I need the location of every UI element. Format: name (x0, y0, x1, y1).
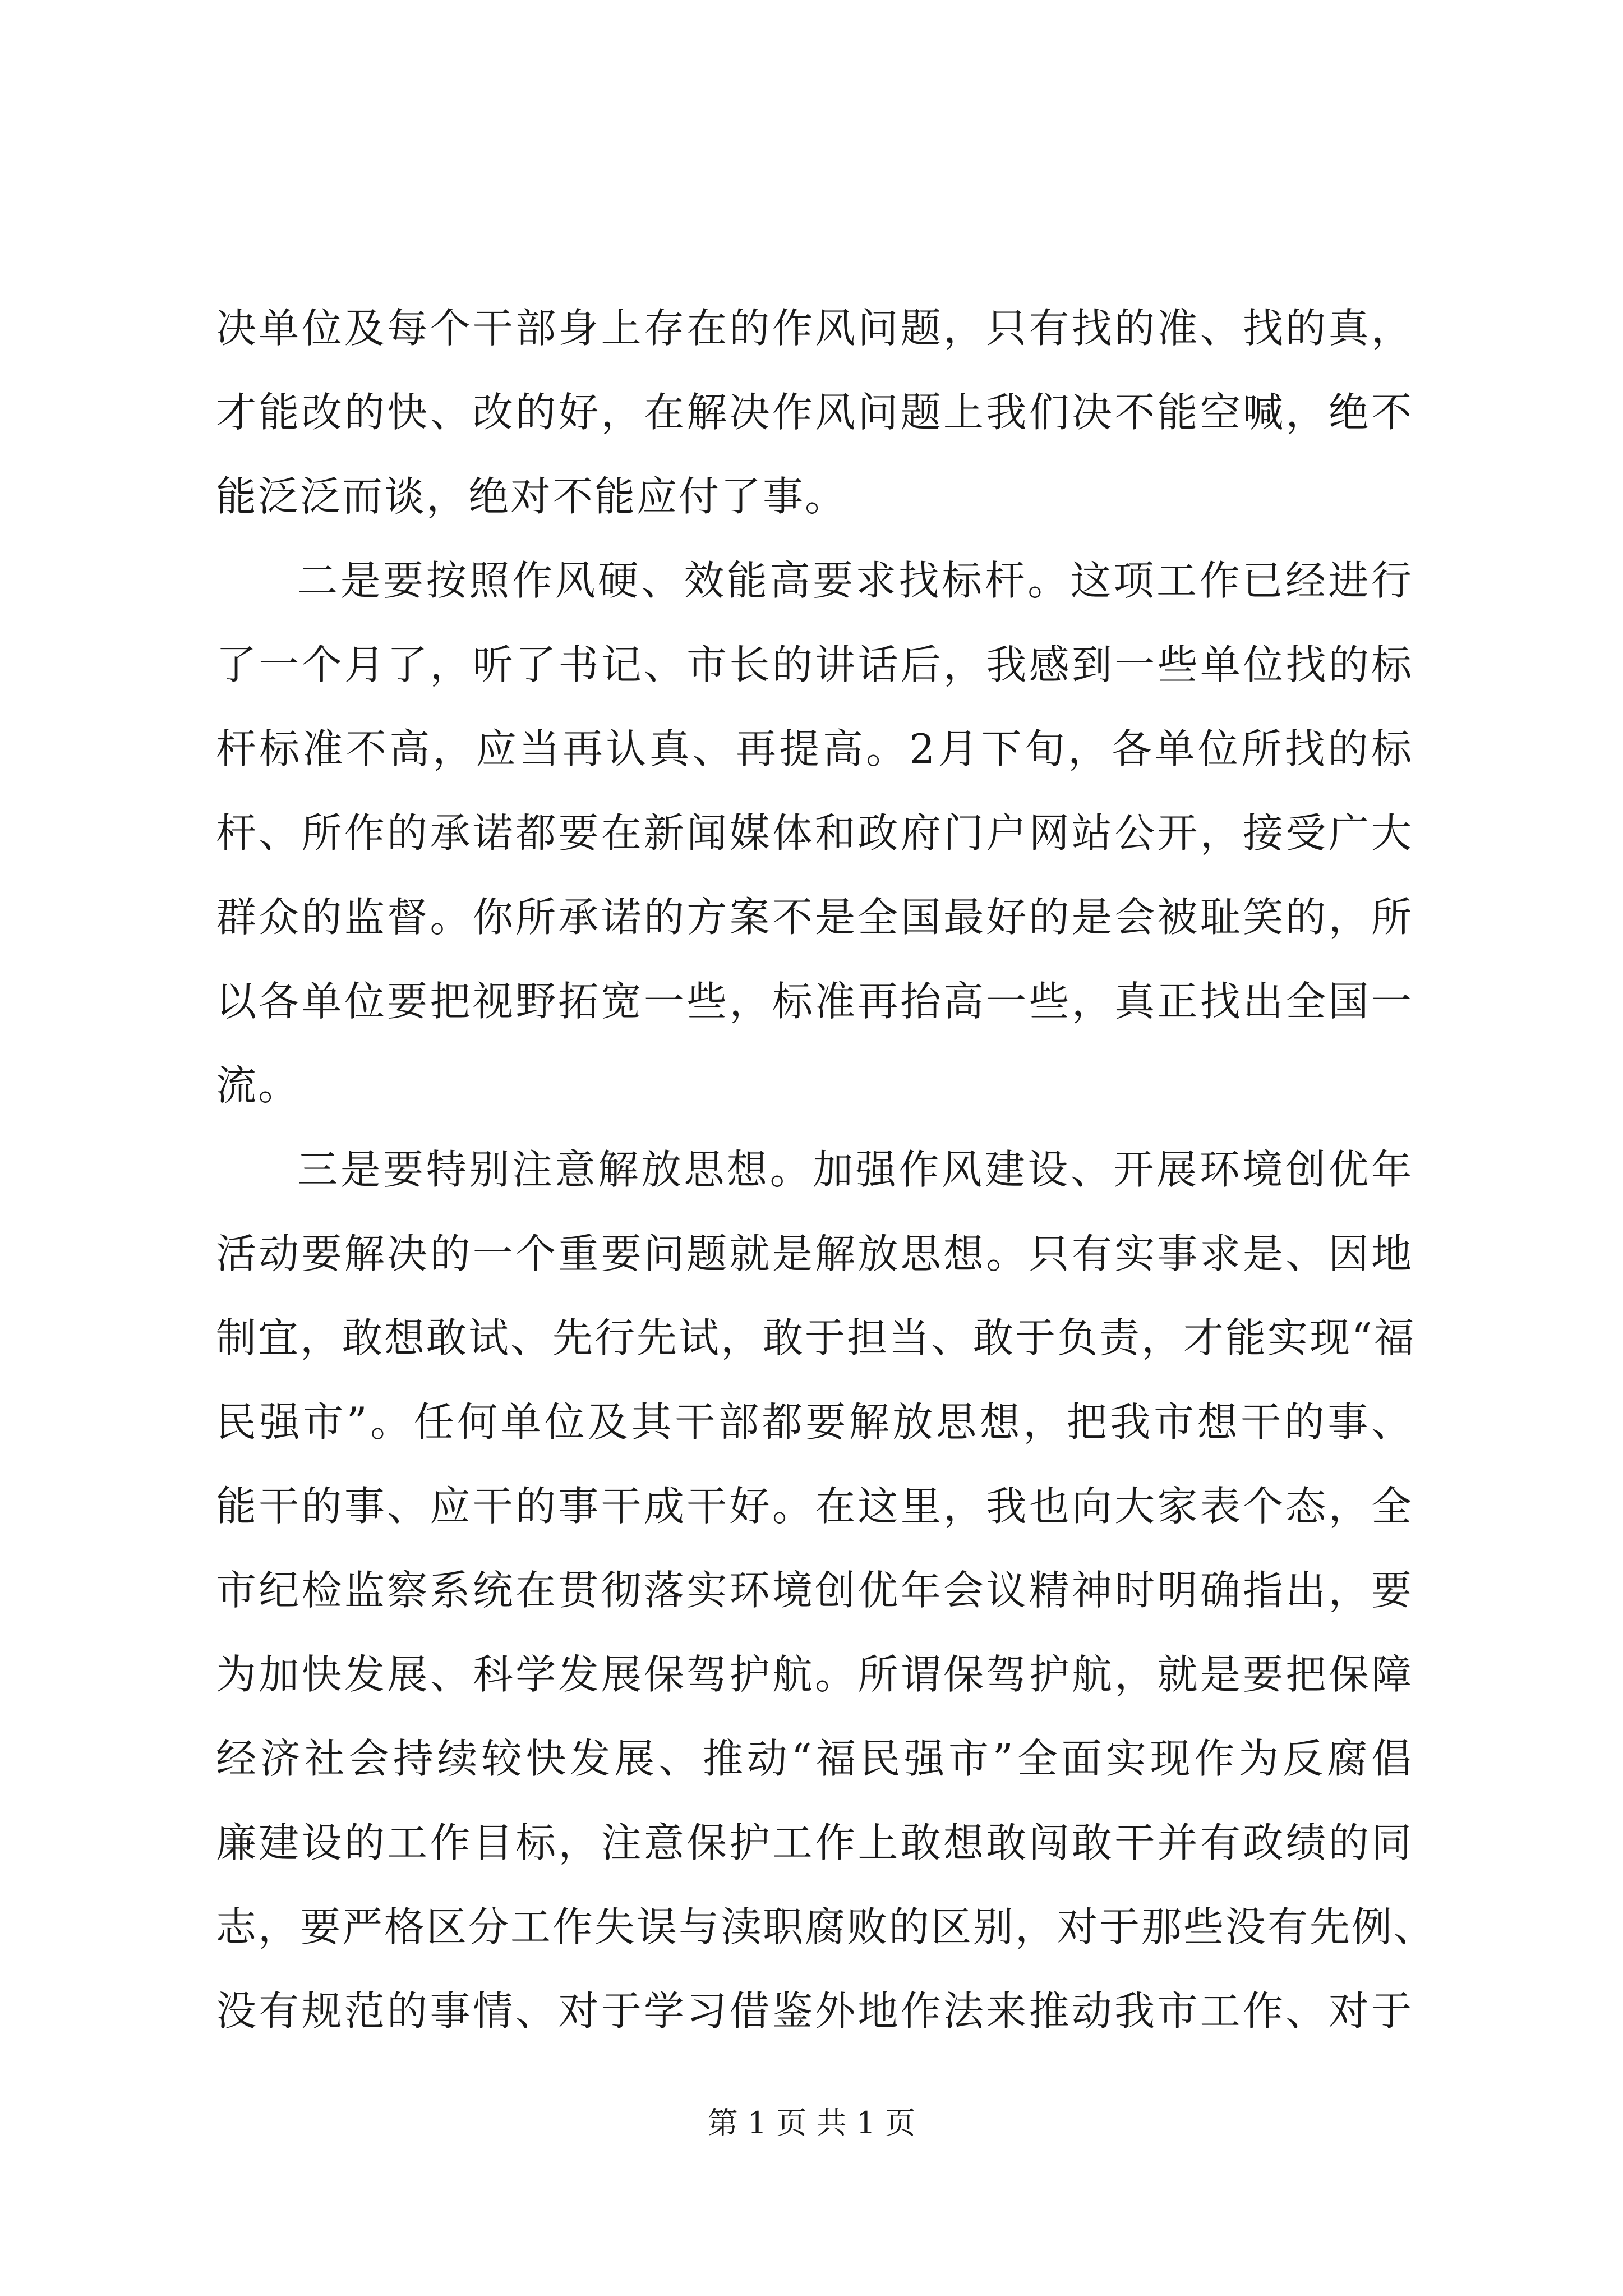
page-indicator: 第 1 页 共 1 页 (707, 2105, 916, 2141)
paragraph-3-line-10: 志，要严格区分工作失误与渎职腐败的区别，对于那些没有先例、 (216, 1903, 1436, 1950)
paragraph-2-line-5: 群众的监督。你所承诺的方案不是全国最好的是会被耻笑的，所 (216, 894, 1413, 941)
paragraph-2-line-1: 二是要按照作风硬、效能高要求找标杆。这项工作已经进行 (297, 557, 1413, 604)
paragraph-3-line-5: 能干的事、应干的事干成干好。在这里，我也向大家表个态，全 (216, 1483, 1413, 1530)
paragraph-3-line-3: 制宜，敢想敢试、先行先试，敢于担当、敢于负责，才能实现“福 (216, 1314, 1416, 1361)
paragraph-3-line-1: 三是要特别注意解放思想。加强作风建设、开展环境创优年 (297, 1146, 1413, 1193)
paragraph-1-line-2: 才能改的快、改的好，在解决作风问题上我们决不能空喊，绝不 (216, 389, 1413, 436)
paragraph-2-line-2: 了一个月了，听了书记、市长的讲话后，我感到一些单位找的标 (216, 641, 1413, 688)
paragraph-3-line-9: 廉建设的工作目标，注意保护工作上敢想敢闯敢干并有政绩的同 (216, 1819, 1413, 1866)
paragraph-2-line-7: 流。 (216, 1062, 301, 1109)
paragraph-2-line-4: 杆、所作的承诺都要在新闻媒体和政府门户网站公开，接受广大 (216, 809, 1413, 857)
paragraph-1-line-1: 决单位及每个干部身上存在的作风问题，只有找的准、找的真， (216, 305, 1413, 352)
paragraph-3-line-7: 为加快发展、科学发展保驾护航。所谓保驾护航，就是要把保障 (216, 1651, 1413, 1698)
paragraph-3-line-6: 市纪检监察系统在贯彻落实环境创优年会议精神时明确指出，要 (216, 1567, 1413, 1614)
paragraph-1-line-3: 能泛泛而谈，绝对不能应付了事。 (216, 473, 847, 520)
paragraph-3-line-2: 活动要解决的一个重要问题就是解放思想。只有实事求是、因地 (216, 1230, 1413, 1277)
paragraph-2-line-3: 杆标准不高，应当再认真、再提高。2月下旬，各单位所找的标 (216, 725, 1413, 772)
paragraph-3-line-11: 没有规范的事情、对于学习借鉴外地作法来推动我市工作、对于 (216, 1987, 1413, 2035)
paragraph-3-line-8: 经济社会持续较快发展、推动“福民强市”全面实现作为反腐倡 (216, 1735, 1413, 1782)
paragraph-3-line-4: 民强市”。任何单位及其干部都要解放思想，把我市想干的事、 (216, 1398, 1413, 1446)
paragraph-2-line-6: 以各单位要把视野拓宽一些，标准再抬高一些，真正找出全国一 (216, 978, 1413, 1025)
